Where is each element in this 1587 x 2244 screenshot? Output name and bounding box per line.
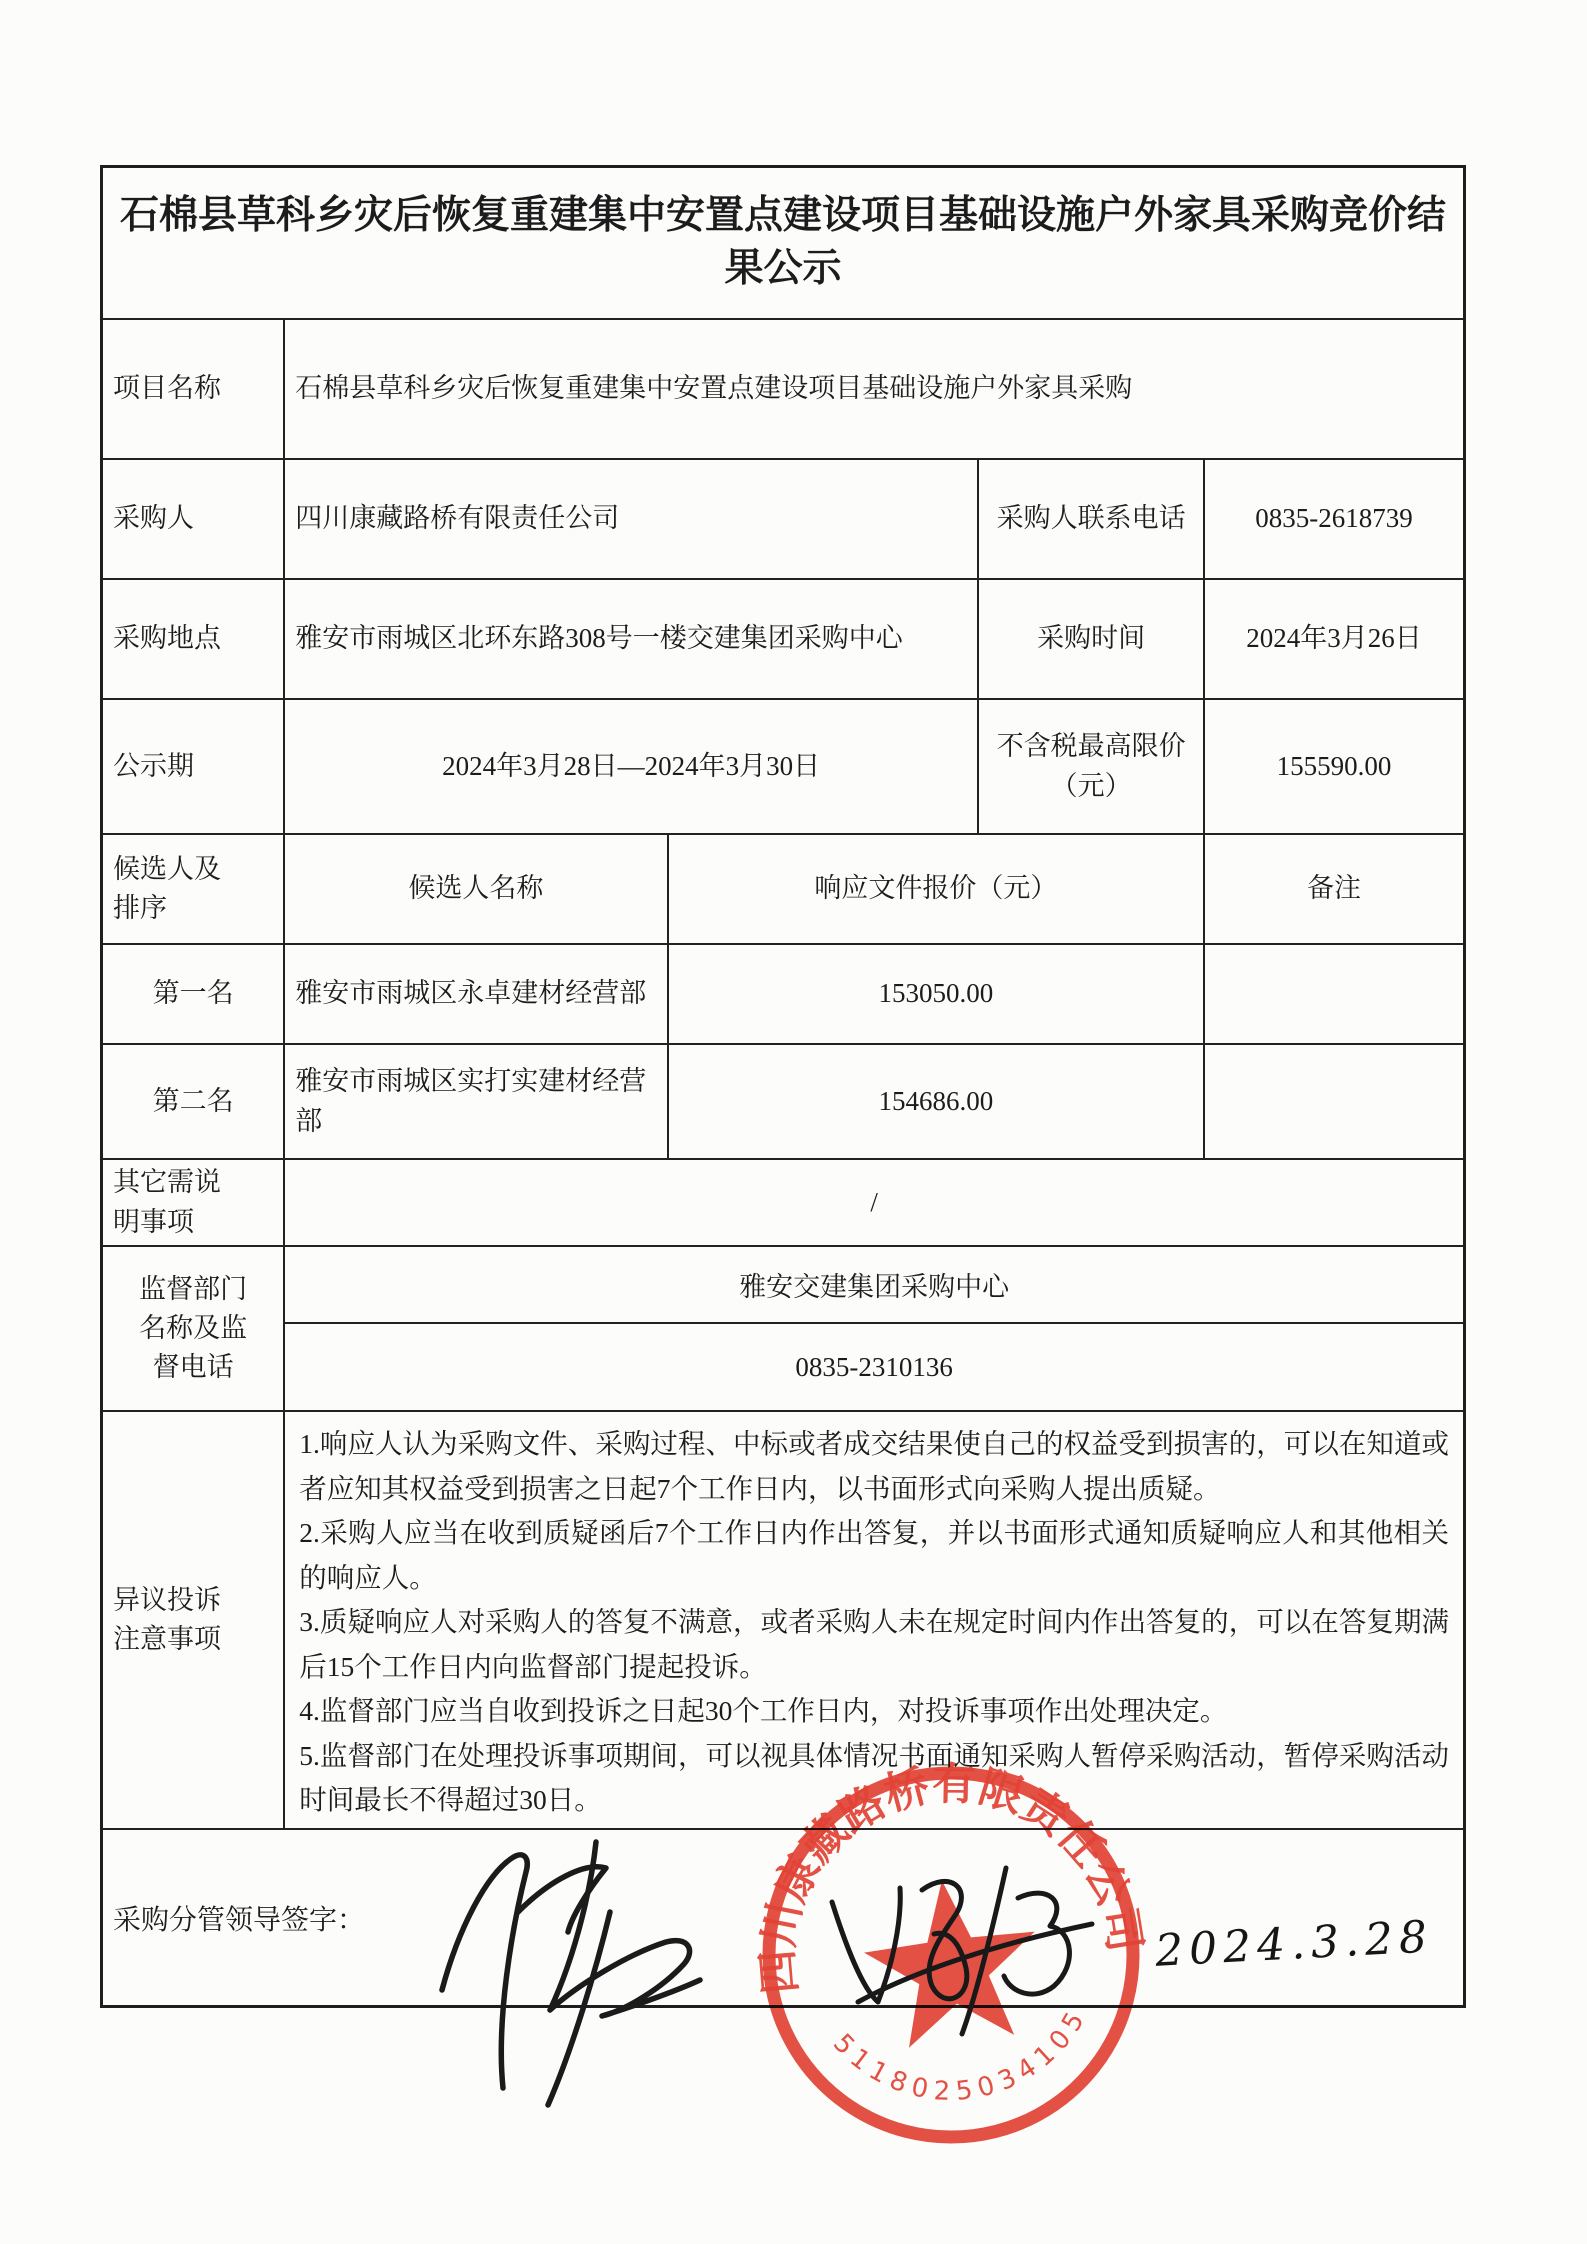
table-row — [103, 698, 1463, 833]
supervision-department: 雅安交建集团采购中心 — [739, 1272, 1010, 1302]
candidate-row-2 — [103, 1043, 1463, 1158]
objection-item-1: 1.响应人认为采购文件、采购过程、中标或者成交结果使自己的权益受到损害的，可以在知道或者应知其权益受到损害之日起7个工作日内，以书面形式向采购人提出质疑。 — [299, 1428, 1449, 1504]
max-price-value: 155590.00 — [1203, 700, 1463, 833]
project-name-value: 石棉县草科乡灾后恢复重建集中安置点建设项目基础设施户外家具采购 — [283, 320, 1463, 458]
candidate-2-name: 雅安市雨城区实打实建材经营部 — [283, 1045, 666, 1158]
seal-number-text: 5118025034105 — [827, 2001, 1095, 2108]
table-header-row — [103, 833, 1463, 943]
table-row — [103, 1158, 1463, 1245]
objection-label: 异议投诉注意事项 — [113, 1584, 221, 1654]
company-seal-stamp — [725, 1729, 1177, 2181]
signature-label: 采购分管领导签字： — [113, 1904, 366, 1936]
candidate-name-header: 候选人名称 — [283, 835, 666, 943]
objection-item-5: 5.监督部门在处理投诉事项期间，可以视具体情况书面通知采购人暂停采购活动，暂停采购活动时间最长不得超过30日。 — [299, 1739, 1449, 1816]
purchase-time-value: 2024年3月26日 — [1203, 580, 1463, 698]
location-value: 雅安市雨城区北环东路308号一楼交建集团采购中心 — [283, 580, 977, 698]
objection-item-4: 4.监督部门应当自收到投诉之日起30个工作日内，对投诉事项作出处理决定。 — [299, 1695, 1228, 1727]
other-notes-value: / — [283, 1160, 1463, 1245]
candidate-2-bid: 154686.00 — [667, 1045, 1204, 1158]
announcement-table — [100, 165, 1466, 2008]
publicity-period-value: 2024年3月28日—2024年3月30日 — [283, 700, 977, 833]
candidate-1-remark — [1203, 945, 1463, 1043]
table-row — [103, 1245, 1463, 1410]
purchaser-value: 四川康藏路桥有限责任公司 — [283, 460, 977, 578]
table-row-title — [103, 168, 1463, 318]
candidate-1-name: 雅安市雨城区永卓建材经营部 — [283, 945, 666, 1043]
purchaser-label: 采购人 — [113, 503, 194, 534]
candidate-2-rank: 第二名 — [152, 1085, 234, 1116]
candidate-bid-header: 响应文件报价（元） — [667, 835, 1204, 943]
objection-item-2: 2.采购人应当在收到质疑函后7个工作日内作出答复，并以书面形式通知质疑响应人和其他相关的响应人。 — [299, 1517, 1449, 1593]
location-label: 采购地点 — [113, 623, 221, 654]
supervision-label: 监督部门名称及监督电话 — [139, 1273, 248, 1383]
candidate-1-bid: 153050.00 — [667, 945, 1204, 1043]
purchase-time-label: 采购时间 — [977, 580, 1203, 698]
publicity-period-label: 公示期 — [113, 750, 194, 781]
other-notes-label: 其它需说明事项 — [113, 1167, 221, 1237]
seal-company-text: 四川康藏路桥有限责任公司 — [753, 1759, 1150, 1996]
candidate-remark-header: 备注 — [1203, 835, 1463, 943]
table-row — [103, 578, 1463, 698]
purchaser-phone-value: 0835-2618739 — [1203, 460, 1463, 578]
table-row — [103, 458, 1463, 578]
seal-star-icon — [857, 1870, 1047, 2052]
supervision-values — [283, 1247, 1463, 1410]
candidate-1-rank: 第一名 — [152, 978, 234, 1009]
objection-item-3: 3.质疑响应人对采购人的答复不满意，或者采购人未在规定时间内作出答复的，可以在答复期满后15个工作日内向监督部门提起投诉。 — [299, 1606, 1449, 1682]
candidates-rank-label: 候选人及排序 — [113, 853, 221, 923]
handwritten-date: 2024.3.28 — [1153, 1911, 1435, 1977]
purchaser-phone-label: 采购人联系电话 — [977, 460, 1203, 578]
page-title: 石棉县草科乡灾后恢复重建集中安置点建设项目基础设施户外家具采购竞价结果公示 — [119, 194, 1446, 290]
max-price-label: 不含税最高限价（元） — [977, 700, 1203, 833]
table-row — [103, 318, 1463, 458]
project-name-label: 项目名称 — [113, 373, 221, 404]
candidate-2-remark — [1203, 1045, 1463, 1158]
candidate-row-1 — [103, 943, 1463, 1043]
table-row — [103, 1410, 1463, 1828]
supervision-phone: 0835-2310136 — [285, 1322, 1463, 1410]
